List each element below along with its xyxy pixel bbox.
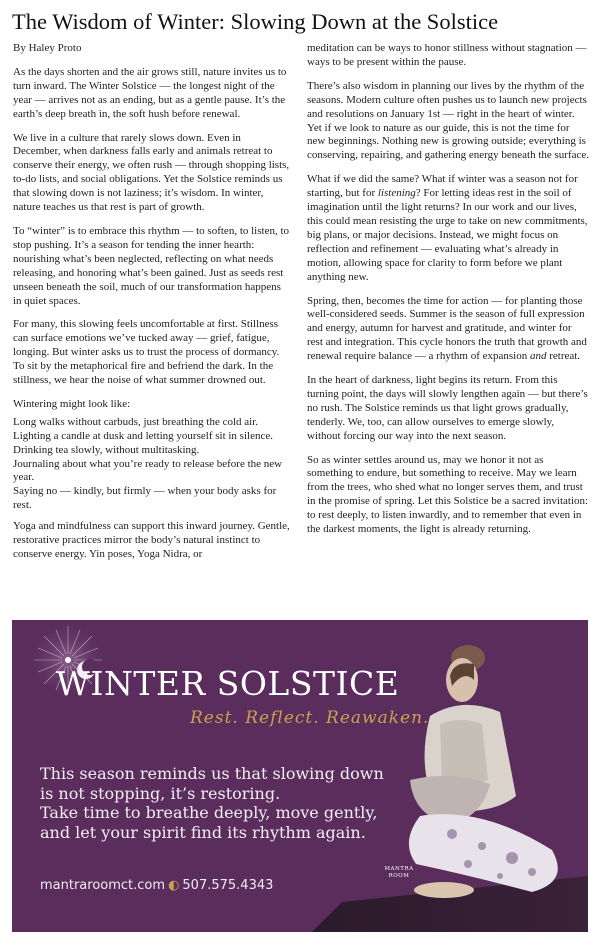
left-column <box>13 42 291 572</box>
paragraph: Yoga and mindfulness can support this inward journey. Gentle, restorative practices mirror the body’s natural instinct to conserve energy. Yin poses, Yoga Nidra, or <box>13 520 290 560</box>
website-link[interactable]: mantraroomct.com <box>40 878 166 893</box>
list-item: Long walks without carbuds, just breathing the cold air. <box>13 415 259 428</box>
brand-line: MANTRA <box>384 866 414 872</box>
paragraph <box>307 295 590 365</box>
byline: By Haley Proto <box>13 42 82 54</box>
paragraph: In the heart of darkness, light begins its return. From this turning point, the days will slowly lengthen again — but there’s no rush. The Solstice reminds us that light grows gradually, tenderly. We, too, can allow ourselves to emerge slowly, without forcing our way into the next season. <box>307 374 588 442</box>
right-column <box>307 42 590 547</box>
paragraph: To “winter” is to embrace this rhythm — to soften, to listen, to stop pushing. It’s a season for tending the inner hearth: nourishing what’s been neglected, reflecting on what needs releasing, and honoring what’s been gained. Just as seeds rest unseen beneath the soil, much of our transformation happens in quiet spaces. <box>13 224 290 307</box>
ad-tagline: Rest. Reflect. Reawaken. <box>190 708 430 728</box>
paragraph: meditation can be ways to honor stillness without stagnation — ways to be present within the pause. <box>307 42 587 68</box>
paragraph: There’s also wisdom in planning our lives by the rhythm of the seasons. Modern culture often pushes us to launch new projects and resolutions on January 1st — right in the heart of winter. Yet if we look to nature as our guide, this is not the time for new beginnings. Nothing new is growing outside; everything is conserving, repairing, and gathering energy beneath the surface. <box>307 79 590 162</box>
paragraph <box>307 173 590 284</box>
ad-title: WINTER SOLSTICE <box>56 664 400 703</box>
text-run: ? For letting ideas rest in the soil of imagination until the light returns? In our work and our lives, this could mean resisting the urge to take on new commitments, big plans, or major decisions. Instead, we might focus on reflection and refinement — evaluating what’s already in motion, allowing space for clarity to form before we plant anything new. <box>307 187 588 283</box>
list-item: Journaling about what you’re ready to release before the new year. <box>13 457 283 484</box>
emphasis: listening <box>377 187 416 200</box>
list-item: Lighting a candle at dusk and letting yourself sit in silence. <box>13 429 273 442</box>
winter-solstice-ad <box>12 620 588 932</box>
wintering-list <box>13 416 291 513</box>
paragraph: For many, this slowing feels uncomfortable at first. Stillness can surface emotions we’ve tucked away — grief, fatigue, longing. But winter asks us to trust the process of dormancy. To sit by the metaphorical fire and befriend the dark. In the stillness, we hear the noise of what summer drowned out. <box>13 318 280 387</box>
ad-body <box>40 764 420 842</box>
ad-contact <box>40 878 273 893</box>
mantra-room-logo <box>380 866 418 880</box>
text-run: Spring, then, becomes the time for action — for planting those well-considered seeds. Summer is the season of full expression and energy, autumn for harvest and gratitude, and winter for rest and integration. This cycle honors the truth that growth and renewal require balance — a rhythm of expansion <box>307 294 587 363</box>
ad-body-line: Take time to breathe deeply, move gently, <box>40 803 378 822</box>
list-intro: Wintering might look like: <box>13 397 131 410</box>
list-item: Saying no — kindly, but firmly — when your body asks for rest. <box>13 485 277 512</box>
paragraph: As the days shorten and the air grows still, nature invites us to turn inward. The Winter Solstice — the longest night of the year — arrives not as an ending, but as a gentle pause. It’s the earth’s deep breath in, the soft hush before renewal. <box>13 65 287 120</box>
emphasis: and <box>529 350 547 363</box>
list-item: Drinking tea slowly, without multitasking. <box>13 443 200 456</box>
ad-body-line: is not stopping, it’s restoring. <box>40 783 281 803</box>
brand-line: ROOM <box>388 873 410 879</box>
article-headline: The Wisdom of Winter: Slowing Down at the Solstice <box>12 9 499 34</box>
yogi-figure-illustration <box>409 645 558 898</box>
separator-icon: ◐ <box>168 878 180 893</box>
ad-body-line: and let your spirit find its rhythm again. <box>40 822 366 842</box>
phone-number[interactable]: 507.575.4343 <box>182 878 274 893</box>
paragraph: We live in a culture that rarely slows down. Even in December, when darkness falls early and animals retreat to conserve their energy, we often rush — through shopping lists, to-do lists, and social obligations. Yet the Solstice reminds us that slowing down is not laziness; it’s wisdom. In winter, nature teaches us that rest is part of growth. <box>13 131 290 214</box>
paragraph: So as winter settles around us, may we honor it not as something to endure, but something to receive. May we learn from the trees, who shed what no longer serves them, and trust in the promise of spring. Let this Solstice be a sacred invitation: to rest deeply, to listen inwardly, and to remember that even in the darkest moments, the light is already returning. <box>307 453 589 536</box>
text-run: What if we did the same? What if winter was a season not for starting, but for <box>307 173 578 200</box>
ad-body-line: This season reminds us that slowing down <box>40 764 384 783</box>
text-run: retreat. <box>546 350 581 363</box>
